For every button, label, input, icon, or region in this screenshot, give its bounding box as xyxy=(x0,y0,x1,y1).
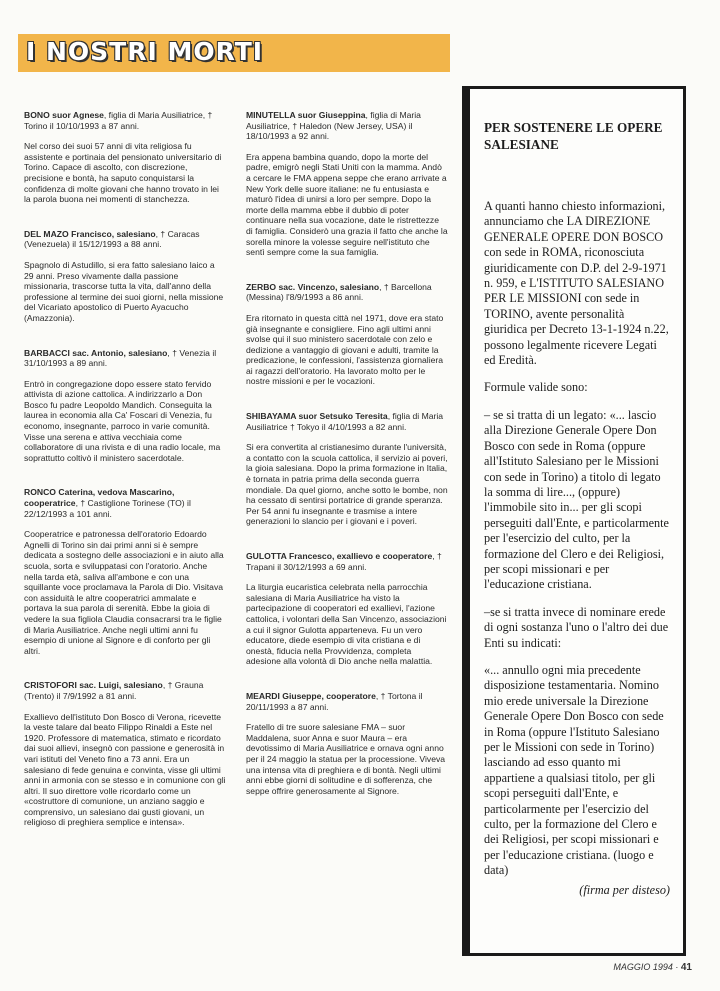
entry-body: Era ritornato in questa città nel 1971, dove era stato già insegnante e consigliere. Fino agli ultimi anni svolse qui il suo ministero sacerdotale con zelo e dedizione a vantaggio di giovani e adulti, tramite la predicazione, le confessioni, l'assistenza giornaliera ai ragazzi dell'oratorio. Ha lavorato molto per le nostre missioni e per le vocazioni. xyxy=(246,312,444,387)
entry-name: MEARDI Giuseppe, cooperatore xyxy=(246,690,376,701)
entry-details: , † Tortona il 20/11/1993 a 87 anni. xyxy=(246,690,423,712)
section-banner xyxy=(18,34,450,72)
entry-body: Era appena bambina quando, dopo la morte del padre, emigrò negli Stati Uniti con la mamma. Andò a cercare le FMA appena seppe che erano arrivate a New York delle suore italiane: ne fu entusiasta e maturò l'idea di unirsi a loro per sempre. Dopo la morte della mamma ebbe il dubbio di poter continuare nella sua vocazione, date le ristrettezze di famiglia. Considerò una grazia il fatto che anche la sorella minore la volesse seguire nell'istituto che sentì sempre come la sua famiglia. xyxy=(246,151,448,258)
entry-name: BARBACCI sac. Antonio, salesiano xyxy=(24,347,168,358)
entry-details: , † Barcellona (Messina) l'8/9/1993 a 86 anni. xyxy=(246,281,432,303)
entry-details: , † Trapani il 30/12/1993 a 69 anni. xyxy=(246,551,442,572)
entry-name: CRISTOFORI sac. Luigi, salesiano xyxy=(24,680,163,691)
obituary-entry xyxy=(24,348,226,464)
entry-name: GULOTTA Francesco, exallievo e cooperatore xyxy=(246,551,433,561)
page-footer xyxy=(613,962,692,973)
issue-date: MAGGIO 1994 · xyxy=(613,962,681,972)
box-paragraph: A quanti hanno chiesto informazioni, annunciamo che LA DIREZIONE GENERALE OPERE DON BOSCO con sede in ROMA, riconosciuta giuridicamente con D.P. del 2-9-1971 n. 959, e L'ISTITUTO SALESIANO PER LE MISSIONI con sede in TORINO, avente personalità giuridica per Decreto 13-1-1924 n.22, possono legalmente ricevere Legati ed Eredità. xyxy=(484,199,669,368)
entry-details: , figlia di Maria Ausiliatrice, † Torino il 10/10/1993 a 87 anni. xyxy=(24,110,213,131)
entry-body: Exallievo dell'istituto Don Bosco di Verona, ricevette la veste talare dal beato Filippo Rinaldi a Este nel 1920. Professore di matematica, stimato e ricordato dai suoi allievi, insegnò con passione e generosità in vari istituti del Veneto fino a 73 anni. Era un salesiano di fede genuina e convinta, visse gli ultimi anni in armonia con se stesso e in comunione con gli altri. Il suo direttore volle ricordarlo come un «costruttore di comunione, un anziano saggio e comprensivo, un salesiano dai gusti giovani, un religioso di preghiera semplice e intensa». xyxy=(24,711,226,828)
page-number: 41 xyxy=(680,962,692,973)
obituary-entry xyxy=(24,680,226,828)
entry-body: Entrò in congregazione dopo essere stato fervido attivista di azione cattolica. A indirizzarlo a Don Bosco fu padre Leopoldo Mandich. Conseguita la laurea in economia alla Ca' Foscari di Venezia, fu economo, insegnante, parroco in varie comunità. Visse una serena e attiva vecchiaia come collaboratore di una rivista e di una radio locale, ma soprattutto coltivò il ministero sacerdotale. xyxy=(24,378,221,463)
obituary-entry xyxy=(24,229,226,324)
obituary-entry xyxy=(246,551,448,667)
entry-name: BONO suor Agnese xyxy=(24,110,104,120)
entry-details: , figlia di Maria Ausiliatrice, † Haledon (New Jersey, USA) il 18/10/1993 a 92 anni. xyxy=(246,110,421,142)
section-title: I NOSTRI MORTI xyxy=(26,37,264,66)
obituary-column-left xyxy=(24,110,226,828)
obituary-entry xyxy=(24,487,226,656)
entry-details: , † Venezia il 31/10/1993 a 89 anni. xyxy=(24,347,217,369)
obituary-column-right xyxy=(246,110,448,796)
entry-name: RONCO Caterina, vedova Mascarino, cooperatrice xyxy=(24,487,175,509)
signature-note: (firma per disteso) xyxy=(579,882,670,897)
entry-name: DEL MAZO Francisco, salesiano xyxy=(24,228,156,239)
obituary-entry xyxy=(246,411,448,527)
entry-name: SHIBAYAMA suor Setsuko Teresita xyxy=(246,411,388,422)
obituary-entry xyxy=(246,691,448,796)
obituary-entry xyxy=(246,110,448,258)
box-paragraph: – se si tratta di un legato: «... lascio alla Direzione Generale Opere Don Bosco con sede in Roma (oppure all'Istituto Salesiano per le Missioni con sede in Torino) a titolo di legato la somma di lire..., (oppure) l'immobile sito in... per gli scopi perseguiti dall'Ente, e particolarmente per l'esercizio del culto, per la formazione del Clero e dei Religiosi, per scopi missionari e per l'educazione cristiana. xyxy=(484,407,669,592)
entry-body: Si era convertita al cristianesimo durante l'università, a contatto con la scuola cattolica, il servizio ai poveri, la gioia salesiana. Dopo la prima formazione in Italia, è tornata in patria prima della seconda guerra mondiale. Da quel giorno, anche sotto le bombe, non ha cessato di sentirsi portatrice di grande speranza. Per 54 anni fu insegnante e trasmise a intere generazioni lo slancio per i giovani e i poveri. xyxy=(246,442,448,527)
entry-details: , figlia di Maria Ausiliatrice † Tokyo il 4/10/1993 a 82 anni. xyxy=(246,411,444,432)
donation-info-box xyxy=(462,86,686,956)
entry-body: Nel corso dei suoi 57 anni di vita religiosa fu assistente e portinaia del pensionato universitario di Torino. Capace di ascolto, con discrezione, precisione e bontà, ha saputo conquistarsi la confidenza di molte giovani che hanno trovato in lei la parola buona nei momenti di stanchezza. xyxy=(24,141,222,205)
entry-body: Fratello di tre suore salesiane FMA – suor Maddalena, suor Anna e suor Maura – era devotissimo di Maria Ausiliatrice e ornava ogni anno per il 24 maggio la statua per la processione. Viveva una intensa vita di preghiera e di bontà. Negli ultimi anni ebbe giorni di solitudine e di sofferenza, che seppe offrire generosamente al Signore. xyxy=(246,722,446,796)
obituary-entry xyxy=(24,110,226,205)
box-paragraph: Formule valide sono: xyxy=(484,380,588,395)
box-paragraph: «... annullo ogni mia precedente disposizione testamentaria. Nomino mio erede universale la Direzione Generale Opere Don Bosco con sede in Roma (oppure l'Istituto Salesiano per le Missioni con sede in Torino) lasciando ad esso quanto mi appartiene a qualsiasi titolo, per gli scopi perseguiti dall'Ente, e particolarmente per l'esercizio del culto, per la formazione del Clero e dei Religiosi, per scopi missionari e per l'educazione cristiana. (luogo e data) xyxy=(484,662,664,878)
entry-details: , † Graunа (Trento) il 7/9/1992 a 81 anni. xyxy=(24,680,204,701)
entry-body: Spagnolo di Astudillo, si era fatto salesiano laico a 29 anni. Preso vivamente dalla passione missionaria, trascorse tutta la vita, dall'anno della professione al termine dei suoi giorni, nella missione del Vicariato apostolico di Puerto Ayacucho (Amazzonia). xyxy=(24,259,224,323)
entry-details: , † Caracas (Venezuela) il 15/12/1993 a 88 anni. xyxy=(24,228,200,250)
entry-body: La liturgia eucaristica celebrata nella parrocchia salesiana di Maria Ausiliatrice ha visto la partecipazione di cooperatori ed exallievi, l'azione cattolica, i volontari della San Vincenzo, associazioni a cui il signor Gulotta apparteneva. Fu un vero educatore, diede esempio di vita cristiana e di onestà, fiducia nella Provvidenza, completa adesione alla volontà di Dio anche nella malattia. xyxy=(246,582,447,667)
box-title: PER SOSTENERE LE OPERE SALESIANE xyxy=(484,120,663,152)
entry-name: MINUTELLA suor Giuseppina xyxy=(246,110,366,120)
entry-body: Cooperatrice e patronessa dell'oratorio Edoardo Agnelli di Torino sin dai primi anni si è sempre dedicata a sostegno delle associazioni e in aiuto alla scuola, sorta e sviluppatasi con l'oratorio. Anche nella tarda età, saliva all'ambone e con una squillante voce proclamava la Parola di Dio. Visitava con assiduità le altre cooperatrici ammalate e portava la sua parola di serenità. Ebbe la gioia di vedere la sua figliola Claudia consacrarsi tra le figlie di Maria Ausiliatrice. Anche negli ultimi anni fu esempio di unione al Signore e di conforto per gli altri. xyxy=(24,529,224,656)
entry-name: ZERBO sac. Vincenzo, salesiano xyxy=(246,281,380,292)
entry-details: , † Castiglione Torinese (TO) il 22/12/1993 a 101 anni. xyxy=(24,498,191,519)
obituary-entry xyxy=(246,282,448,387)
box-paragraph: –se si tratta invece di nominare erede di ogni sostanza l'uno o l'altro dei due Enti su indicati: xyxy=(484,604,669,650)
